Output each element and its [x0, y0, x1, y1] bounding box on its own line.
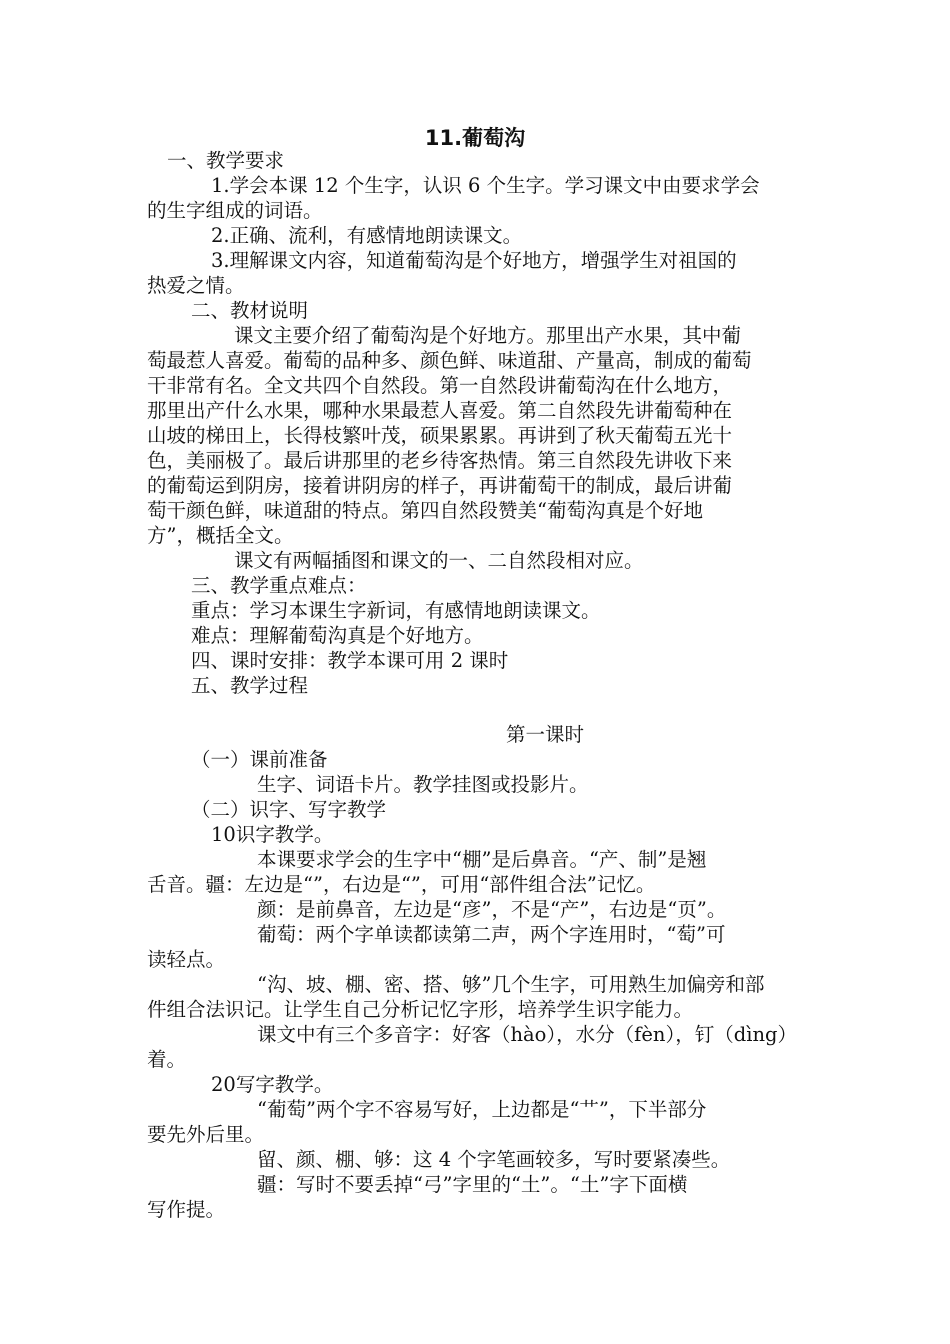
- text-line: 萄干颜色鲜，味道甜的特点。第四自然段赞美“葡萄沟真是个好地: [147, 499, 703, 522]
- section-heading: （二）识字、写字教学: [191, 798, 387, 821]
- lesson-heading: 第一课时: [505, 723, 584, 746]
- text-line: 萄最惹人喜爱。葡萄的品种多、颜色鲜、味道甜、产量高，制成的葡萄: [147, 349, 752, 372]
- text-line: “葡萄”两个字不容易写好，上边都是“艹”，下半部分: [257, 1098, 707, 1121]
- text-line: 2.正确、流利，有感情地朗读课文。: [211, 224, 523, 247]
- text-line: 重点：学习本课生字新词，有感情地朗读课文。: [191, 599, 601, 622]
- text-line: 要先外后里。: [147, 1123, 265, 1146]
- text-line: 疆：写时不要丢掉“弓”字里的“土”。“土”字下面横: [257, 1173, 688, 1196]
- section-heading: 四、课时安排：教学本课可用 2 课时: [191, 649, 509, 672]
- section-heading: 五、教学过程: [191, 674, 309, 697]
- text-line: 舌音。疆：左边是“”，右边是“”，可用“部件组合法”记忆。: [147, 873, 656, 896]
- section-heading: 三、教学重点难点：: [191, 574, 367, 597]
- section-writing: [147, 1072, 807, 1222]
- text-line: 课文主要介绍了葡萄沟是个好地方。那里出产水果，其中葡: [234, 324, 742, 347]
- text-line: 山坡的梯田上，长得枝繁叶茂，硕果累累。再讲到了秋天葡萄五光十: [147, 424, 733, 447]
- text-line: 写作提。: [147, 1198, 226, 1221]
- text-line: 1.学会本课 12 个生字，认识 6 个生字。学习课文中由要求学会: [211, 174, 760, 197]
- document-title: 11.葡萄沟: [424, 126, 526, 150]
- text-line: 3.理解课文内容，知道葡萄沟是个好地方，增强学生对祖国的: [211, 249, 737, 272]
- section-heading: 一、教学要求: [167, 149, 285, 172]
- section-heading: 二、教材说明: [191, 299, 309, 322]
- text-line: 生字、词语卡片。教学挂图或投影片。: [257, 773, 589, 796]
- text-line: 着。: [147, 1048, 187, 1071]
- text-line: 课文有两幅插图和课文的一、二自然段相对应。: [234, 549, 644, 572]
- text-line: 干非常有名。全文共四个自然段。第一自然段讲葡萄沟在什么地方，: [147, 374, 733, 397]
- text-line: 色，美丽极了。最后讲那里的老乡待客热情。第三自然段先讲收下来: [147, 449, 733, 472]
- text-line: 难点：理解葡萄沟真是个好地方。: [191, 624, 484, 647]
- section-teaching-requirements: [147, 148, 807, 698]
- text-line: 那里出产什么水果，哪种水果最惹人喜爱。第二自然段先讲葡萄种在: [147, 399, 733, 422]
- text-line: “沟、坡、棚、密、搭、够”几个生字，可用熟生加偏旁和部: [257, 973, 765, 996]
- subsection-heading: 20写字教学。: [211, 1073, 334, 1096]
- text-line: 方”，概括全文。: [147, 524, 294, 547]
- text-line: 读轻点。: [147, 948, 226, 971]
- text-line: 葡萄：两个字单读都读第二声，两个字连用时，“萄”可: [257, 923, 726, 946]
- text-line: 课文中有三个多音字：好客（hào），水分（fèn），钉（dìng）: [257, 1023, 798, 1046]
- text-line: 的葡萄运到阴房，接着讲阴房的样子，再讲葡萄干的制成，最后讲葡: [147, 474, 733, 497]
- section-heading: （一）课前准备: [191, 748, 328, 771]
- subsection-heading: 10识字教学。: [211, 823, 334, 846]
- text-line: 件组合法识记。让学生自己分析记忆字形，培养学生识字能力。: [147, 998, 694, 1021]
- text-line: 热爱之情。: [147, 274, 245, 297]
- text-line: 颜：是前鼻音，左边是“彦”，不是“产”，右边是“页”。: [257, 898, 727, 921]
- section-lesson-one: [147, 747, 807, 1097]
- text-line: 本课要求学会的生字中“棚”是后鼻音。“产、制”是翘: [257, 848, 707, 871]
- text-line: 留、颜、棚、够：这 4 个字笔画较多，写时要紧凑些。: [257, 1148, 731, 1171]
- text-line: 的生字组成的词语。: [147, 199, 323, 222]
